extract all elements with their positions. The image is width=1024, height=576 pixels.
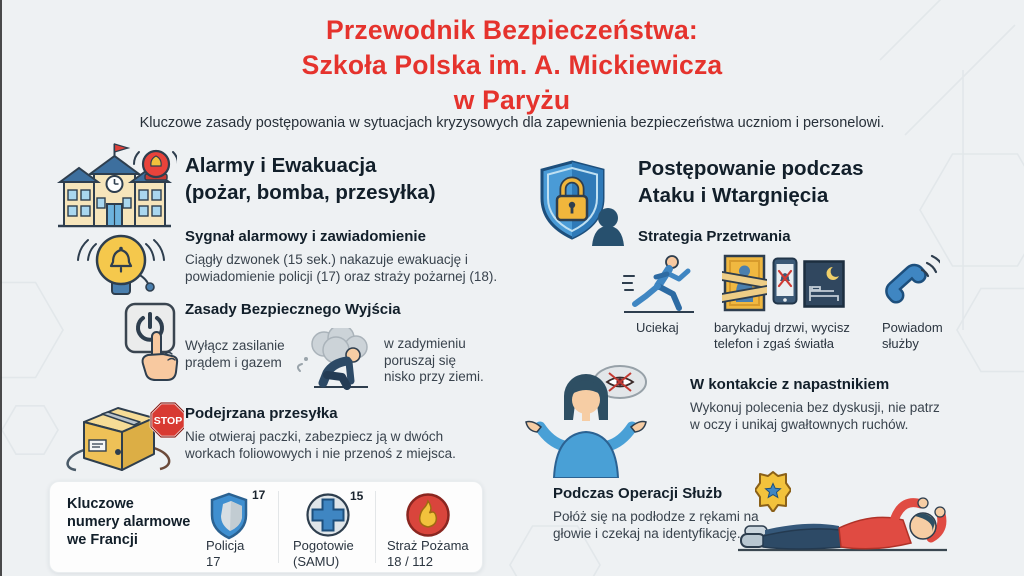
attack-heading-line-2: Ataku i Wtargnięcia: [638, 184, 829, 207]
muted-phone-icon: [772, 257, 798, 305]
card-divider-2: [375, 491, 376, 563]
title-line-1: Przewodnik Bezpieczeństwa:: [326, 15, 698, 45]
barricade-label-line-2: telefon i zgaś światła: [714, 336, 834, 351]
shield-lock-person-icon: [535, 158, 630, 246]
notify-services-label-line-1: Powiadom: [882, 320, 943, 335]
safe-exit-note-right-line-3: nisko przy ziemi.: [384, 369, 484, 384]
title-line-2: Szkoła Polska im. A. Mickiewicza: [301, 50, 723, 80]
crawl-low-in-smoke-icon: [294, 328, 378, 390]
person-lying-down-icon: [735, 486, 950, 556]
attack-heading-line-1: Postępowanie podczas: [638, 157, 864, 180]
operation-title: Podczas Operacji Służb: [553, 485, 723, 502]
section-heading-alarms: [185, 152, 436, 206]
run-away-icon: [622, 254, 696, 316]
alarm-bell-icon: [76, 232, 166, 296]
dark-room-icon: [803, 260, 845, 308]
alarm-signal-body-line-1: Ciągły dzwonek (15 sek.) nakazuje ewakuację i: [185, 252, 468, 267]
fire-label: [387, 538, 469, 570]
emergency-card-title-line-1: Kluczowe: [67, 496, 134, 512]
title-line-3: w Paryżu: [453, 85, 571, 115]
safe-exit-title: Zasady Bezpiecznego Wyjścia: [185, 301, 401, 318]
fire-label-line-1: Straż Pożama: [387, 538, 469, 553]
contact-body-line-2: w oczy i unikaj gwałtownych ruchów.: [690, 416, 909, 432]
barricaded-door-icon: [722, 254, 767, 312]
package-body-line-1: Nie otwieraj paczki, zabezpiecz ją w dwóch: [185, 429, 444, 444]
police-shield-icon: [206, 491, 252, 541]
page-subtitle: Kluczowe zasady postępowania w sytuacjach kryzysowych dla zapewnienia bezpieczeństwa uczniom i personelowi.: [139, 115, 885, 131]
stop-sign-label: STOP: [153, 415, 183, 427]
operation-body: [553, 509, 759, 542]
safe-exit-note-right-line-1: w zadymieniu: [384, 336, 466, 351]
barricade-label: [714, 320, 850, 352]
safe-exit-note-left-line-1: Wyłącz zasilanie: [185, 338, 285, 353]
alarm-signal-body-line-2: powiadomienie policji (17) oraz straży pożarnej (18).: [185, 268, 498, 284]
contact-body: [690, 400, 940, 433]
ambulance-label-line-2: (SAMU): [293, 554, 340, 569]
run-away-label: Uciekaj: [636, 320, 679, 335]
strategy-title: Strategia Przetrwania: [638, 228, 791, 245]
alarm-signal-body: [185, 252, 497, 285]
card-divider-1: [278, 491, 279, 563]
alarm-signal-title: Sygnał alarmowy i zawiadomienie: [185, 228, 426, 245]
operation-body-line-1: Połóż się na podłodze z rękami na: [553, 509, 759, 524]
alarms-heading-line-1: Alarmy i Ewakuacja: [185, 154, 377, 177]
ambulance-label-line-1: Pogotowie: [293, 538, 354, 553]
ambulance-label: [293, 538, 354, 570]
emergency-card-title-line-2: numery alarmowe: [67, 514, 191, 530]
package-body-line-2: workach foliowowych i nie przenoś z miejsca.: [185, 445, 456, 461]
police-label: [206, 538, 244, 570]
operation-body-line-2: głowie i czekaj na identyfikację.: [553, 525, 741, 541]
medical-cross-icon: [305, 492, 351, 538]
safe-exit-note-right: [384, 336, 484, 386]
police-label-line-1: Policja: [206, 538, 245, 553]
emergency-numbers-card: [49, 481, 483, 573]
alarms-heading-line-2: (pożar, bomba, przesyłka): [185, 181, 436, 204]
suspicious-package-icon: [56, 390, 184, 474]
notify-services-label-line-2: służby: [882, 336, 919, 351]
police-label-line-2: 17: [206, 554, 221, 569]
package-title: Podejrzana przesyłka: [185, 405, 338, 422]
safe-exit-note-right-line-2: poruszaj się: [384, 352, 457, 368]
power-button-icon: [112, 302, 184, 382]
no-eye-contact-woman-icon: [520, 360, 660, 478]
notify-services-label: [882, 320, 943, 352]
page-title: [0, 13, 1024, 118]
fire-label-line-2: 18 / 112: [387, 554, 434, 569]
police-badge-number: 17: [252, 488, 266, 502]
fire-flame-icon: [405, 492, 451, 538]
package-body: [185, 429, 456, 462]
emergency-card-title-line-3: we Francji: [67, 532, 138, 548]
phone-call-icon: [882, 254, 940, 310]
emergency-card-title: [67, 495, 190, 549]
safe-exit-note-left: [185, 338, 285, 371]
barricade-label-line-1: barykaduj drzwi, wycisz: [714, 320, 850, 335]
section-heading-attack: [638, 155, 864, 209]
contact-title: W kontakcie z napastnikiem: [690, 376, 890, 393]
contact-body-line-1: Wykonuj polecenia bez dyskusji, nie patrz: [690, 400, 940, 415]
safe-exit-note-left-line-2: prądem i gazem: [185, 354, 282, 370]
school-alarm-icon: [52, 140, 177, 232]
ambulance-badge-number: 15: [350, 489, 364, 503]
